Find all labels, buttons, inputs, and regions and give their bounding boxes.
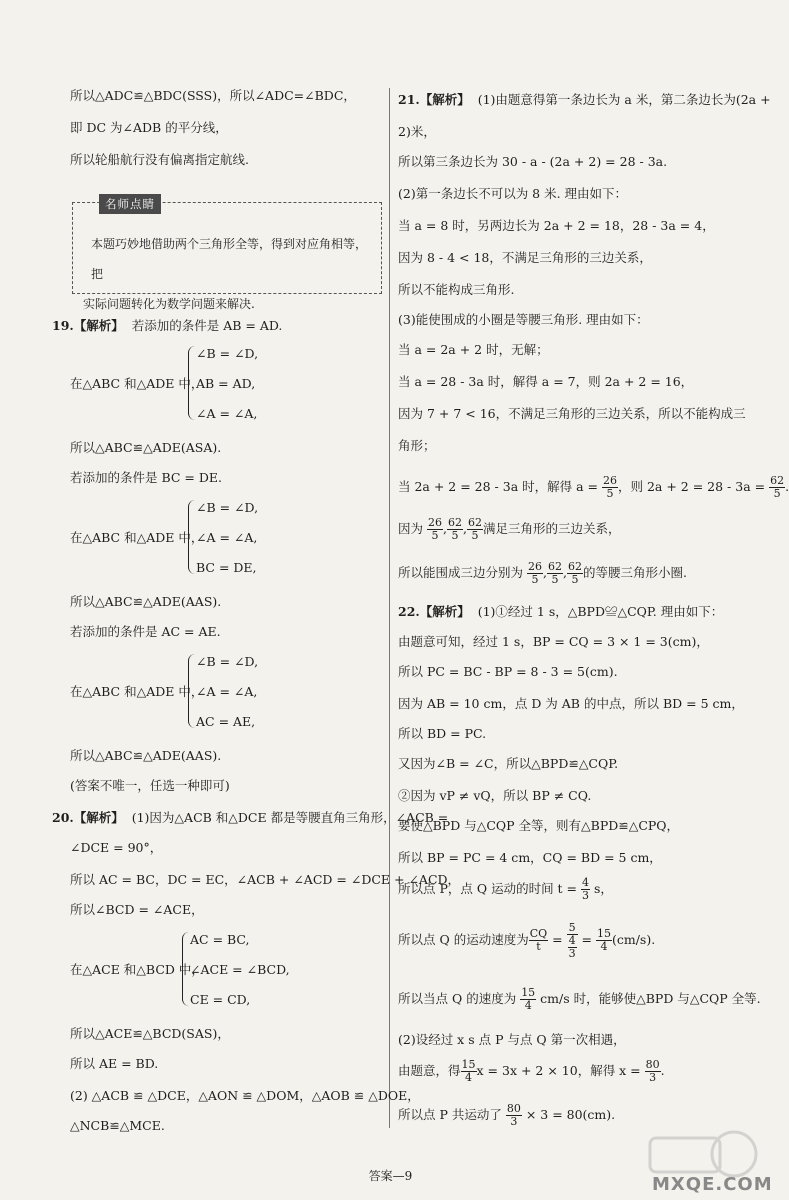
text: ，则 2a + 2 = 28 - 3a = xyxy=(618,479,766,494)
text-line: 在△ACE 和△BCD 中， xyxy=(70,962,204,977)
fraction xyxy=(547,561,563,586)
numerator: 80 xyxy=(506,1102,521,1115)
question-21-header xyxy=(398,92,771,108)
fraction xyxy=(769,475,785,500)
text: (1)由题意得第一条边长为 a 米，第二条边长为(2a + xyxy=(477,92,771,107)
text-line: 2)米， xyxy=(398,124,436,139)
text: 由题意，得 xyxy=(398,1063,461,1078)
text-line-with-fractions: 所以能围成三边分别为 $\frac{26}{5}$ , $\frac{62}{5}$ , $\frac{62}{5}$ 的等腰三角形小圈. xyxy=(398,560,687,586)
text: 所以点 P 共运动了 xyxy=(398,1107,502,1122)
system-line: ∠A = ∠A, xyxy=(196,406,258,421)
text-line-with-fractions xyxy=(398,982,761,1016)
numerator: 5 xyxy=(568,920,576,934)
numerator: 4 xyxy=(568,933,576,947)
numerator: 15 xyxy=(596,927,611,940)
question-number: 19. xyxy=(52,318,74,333)
page-footer: 答案—9 xyxy=(368,1169,413,1183)
analysis-tag: 【解析】 xyxy=(419,604,470,619)
text-line: ∠DCE = 90°， xyxy=(70,840,163,855)
text-line: 要使△BPD 与△CQP 全等，则有△BPD≌△CPQ， xyxy=(398,818,680,833)
text: cm/s 时，能够使△BPD 与△CQP 全等. xyxy=(540,991,761,1006)
system-line: CE = CD, xyxy=(190,992,251,1007)
text-line-with-fractions: 因为 $\frac{26}{5}$ , $\frac{62}{5}$ , $\frac{62}{5}$ 满足三角形的三边关系， xyxy=(398,516,621,542)
text: 的等腰三角形小圈. xyxy=(582,565,687,580)
system-line: AB = AD, xyxy=(196,376,256,391)
system-line: ∠A = ∠A, xyxy=(196,684,258,699)
system-line: BC = DE, xyxy=(196,560,257,575)
text: (1)①经过 1 s，△BPD≌△CQP. 理由如下： xyxy=(477,604,724,619)
text-line: 因为 AB = 10 cm，点 D 为 AB 的中点，所以 BD = 5 cm， xyxy=(398,696,744,711)
brace xyxy=(188,500,195,574)
text-line: (2) △ACB ≌ △DCE，△AON ≌ △DOM，△AOB ≌ △DOE， xyxy=(70,1088,420,1103)
brace xyxy=(188,654,195,728)
text: 因为 xyxy=(398,521,424,536)
text-line-with-fractions: 所以点 Q 的运动速度为 $\frac{CQ}{t}$ = $\frac{5}{\frac{4}{3}}$ = $\frac{15}{4}$ (cm/s). xyxy=(398,920,656,960)
text: 所以点 P，点 Q 运动的时间 t = xyxy=(398,881,578,896)
fraction xyxy=(602,475,618,500)
text: (cm/s). xyxy=(611,932,656,947)
fraction xyxy=(567,561,583,586)
denominator: 5 xyxy=(451,529,459,542)
text-line-with-fractions: 当 2a + 2 = 28 - 3a 时，解得 a = $\frac{26}{5}$ ，则 2a + 2 = 28 - 3a = $\frac{62}{5}$ . xyxy=(398,474,789,500)
denominator: 5 xyxy=(531,573,539,586)
denominator: 3 xyxy=(649,1071,657,1084)
denominator: t xyxy=(536,940,541,953)
text-line: 又因为∠B = ∠C，所以△BPD≌△CQP. xyxy=(398,756,619,771)
denominator: 5 xyxy=(551,573,559,586)
fraction xyxy=(596,928,612,953)
fraction xyxy=(520,987,536,1012)
text-line: 所以 AE = BD. xyxy=(70,1056,159,1071)
text: 所以能围成三边分别为 xyxy=(398,565,524,580)
text-line: 所以 BD = PC. xyxy=(398,726,487,741)
fraction xyxy=(645,1059,661,1084)
text-line: 所以 AC = BC，DC = EC，∠ACB + ∠ACD = ∠DCE + ∠ACD， xyxy=(70,872,461,887)
text-line-with-fractions xyxy=(398,1098,615,1132)
denominator: 4 xyxy=(600,940,608,953)
brace xyxy=(188,346,195,420)
text: x = 3x + 2 × 10，解得 x = xyxy=(476,1063,641,1078)
text: 若添加的条件是 AB = AD. xyxy=(131,318,283,333)
fraction xyxy=(568,935,577,960)
text-line: 所以△ACE≌△BCD(SAS)， xyxy=(70,1026,230,1041)
question-number: 22. xyxy=(398,604,420,619)
numerator: 15 xyxy=(461,1058,476,1071)
numerator: 26 xyxy=(603,474,617,487)
system-line: ∠B = ∠D, xyxy=(196,654,259,669)
text: (1)因为△ACB 和△DCE 都是等腰直角三角形，∠ACB = xyxy=(131,810,449,825)
denominator: 5 xyxy=(471,529,479,542)
text-line: ②因为 vP ≠ vQ，所以 BP ≠ CQ. xyxy=(398,788,592,803)
system-line: ∠B = ∠D, xyxy=(196,500,259,515)
fraction xyxy=(506,1103,522,1128)
text-line: (答案不唯一，任选一种即可) xyxy=(70,778,230,793)
question-number: 21. xyxy=(398,92,420,107)
analysis-tag: 【解析】 xyxy=(419,92,470,107)
text-line: 所以△ADC≌△BDC(SSS)，所以∠ADC=∠BDC， xyxy=(70,88,356,103)
fraction xyxy=(581,877,590,902)
text-line: (2)设经过 x s 点 P 与点 Q 第一次相遇， xyxy=(398,1032,626,1047)
fraction xyxy=(529,928,548,953)
denominator: 5 xyxy=(773,487,781,500)
numerator: CQ xyxy=(529,927,548,940)
text-line: 所以第三条边长为 30 - a - (2a + 2) = 28 - 3a. xyxy=(398,154,668,169)
denominator: 3 xyxy=(582,889,590,902)
text-line: (3)能使围成的小圈是等腰三角形. 理由如下： xyxy=(398,312,649,327)
question-22-header xyxy=(398,604,723,620)
system-line: ∠A = ∠A, xyxy=(196,530,258,545)
text-line: △NCB≌△MCE. xyxy=(70,1118,165,1133)
denominator: 4 xyxy=(524,999,532,1012)
fraction xyxy=(527,561,543,586)
numerator: 15 xyxy=(521,986,536,999)
analysis-tag: 【解析】 xyxy=(73,810,124,825)
text-line: 所以不能构成三角形. xyxy=(398,282,515,297)
numerator: 62 xyxy=(567,560,582,573)
text-line-with-fractions xyxy=(398,872,613,906)
numerator: 80 xyxy=(645,1058,660,1071)
text-line: 所以 BP = PC = 4 cm，CQ = BD = 5 cm， xyxy=(398,850,662,865)
fraction xyxy=(461,1059,477,1084)
question-20-header xyxy=(52,810,448,826)
text-line: 所以△ABC≌△ADE(AAS). xyxy=(70,748,222,763)
numerator: 62 xyxy=(447,516,462,529)
text-line: (2)第一条边长不可以为 8 米. 理由如下： xyxy=(398,186,628,201)
tip-box xyxy=(72,197,382,311)
text-line: 因为 7 + 7 < 16，不满足三角形的三边关系，所以不能构成三 xyxy=(398,406,746,421)
text: 所以点 Q 的运动速度为 xyxy=(398,932,529,947)
text-line: 由题意可知，经过 1 s，BP = CQ = 3 × 1 = 3(cm)， xyxy=(398,634,709,649)
system-line: AC = BC, xyxy=(190,932,250,947)
column-divider xyxy=(389,88,390,1128)
question-number: 20. xyxy=(52,810,74,825)
fraction xyxy=(427,517,443,542)
tip-box-title: 名师点睛 xyxy=(99,194,161,214)
text-line: 所以轮船航行没有偏离指定航线. xyxy=(70,152,249,167)
denominator: 5 xyxy=(571,573,579,586)
numerator: 26 xyxy=(528,560,542,573)
denominator: 3 xyxy=(510,1115,518,1128)
text-line: 角形； xyxy=(398,438,436,453)
numerator: 62 xyxy=(547,560,562,573)
text-line-with-fractions: 由题意，得 $\frac{15}{4}$ x = 3x + 2 × 10，解得 x = $\frac{80}{3}$ . xyxy=(398,1058,665,1084)
text: 所以当点 Q 的速度为 xyxy=(398,991,517,1006)
numerator: 62 xyxy=(467,516,482,529)
question-19-header xyxy=(52,318,282,334)
text-line: 因为 8 - 4 < 18，不满足三角形的三边关系， xyxy=(398,250,652,265)
text-line: 在△ABC 和△ADE 中， xyxy=(70,376,204,391)
text-line: 当 a = 28 - 3a 时，解得 a = 7，则 2a + 2 = 16， xyxy=(398,374,694,389)
denominator: 4 xyxy=(465,1071,473,1084)
fraction xyxy=(447,517,463,542)
text-line: 当 a = 8 时，另两边长为 2a + 2 = 18，28 - 3a = 4， xyxy=(398,218,715,233)
text-line: 若添加的条件是 AC = AE. xyxy=(70,624,221,639)
watermark-text: MXQE.COM xyxy=(652,1174,773,1195)
fraction xyxy=(467,517,483,542)
system-line: AC = AE, xyxy=(196,714,256,729)
text: s， xyxy=(594,881,613,896)
text: 当 2a + 2 = 28 - 3a 时，解得 a = xyxy=(398,479,599,494)
text-line: 所以△ABC≌△ADE(ASA). xyxy=(70,440,222,455)
system-line: ∠B = ∠D, xyxy=(196,346,259,361)
text-line: 即 DC 为∠ADB 的平分线， xyxy=(70,120,228,135)
tip-line: 本题巧妙地借助两个三角形全等，得到对应角相等，把 xyxy=(91,237,368,281)
text-line: 所以△ABC≌△ADE(AAS). xyxy=(70,594,222,609)
text-line: 所以 PC = BC - BP = 8 - 3 = 5(cm). xyxy=(398,664,618,679)
denominator: 5 xyxy=(606,487,614,500)
numerator: 26 xyxy=(428,516,442,529)
text-line: 若添加的条件是 BC = DE. xyxy=(70,470,222,485)
numerator: 4 xyxy=(582,876,590,889)
text: 满足三角形的三边关系， xyxy=(482,521,621,536)
denominator: 3 xyxy=(568,946,576,960)
tip-line: 实际问题转化为数学问题来解决. xyxy=(83,297,255,311)
denominator: 5 xyxy=(431,529,439,542)
text: × 3 = 80(cm). xyxy=(525,1107,616,1122)
text-line: 所以∠BCD = ∠ACE， xyxy=(70,902,204,917)
text-line: 当 a = 2a + 2 时，无解； xyxy=(398,342,549,357)
system-line: ∠ACE = ∠BCD, xyxy=(190,962,290,977)
text-line: 在△ABC 和△ADE 中， xyxy=(70,530,204,545)
brace xyxy=(182,932,189,1006)
denominator xyxy=(567,935,578,960)
tip-box-text xyxy=(83,229,373,319)
numerator: 62 xyxy=(770,474,785,487)
fraction xyxy=(567,922,578,960)
analysis-tag: 【解析】 xyxy=(73,318,124,333)
text-line: 在△ABC 和△ADE 中， xyxy=(70,684,204,699)
